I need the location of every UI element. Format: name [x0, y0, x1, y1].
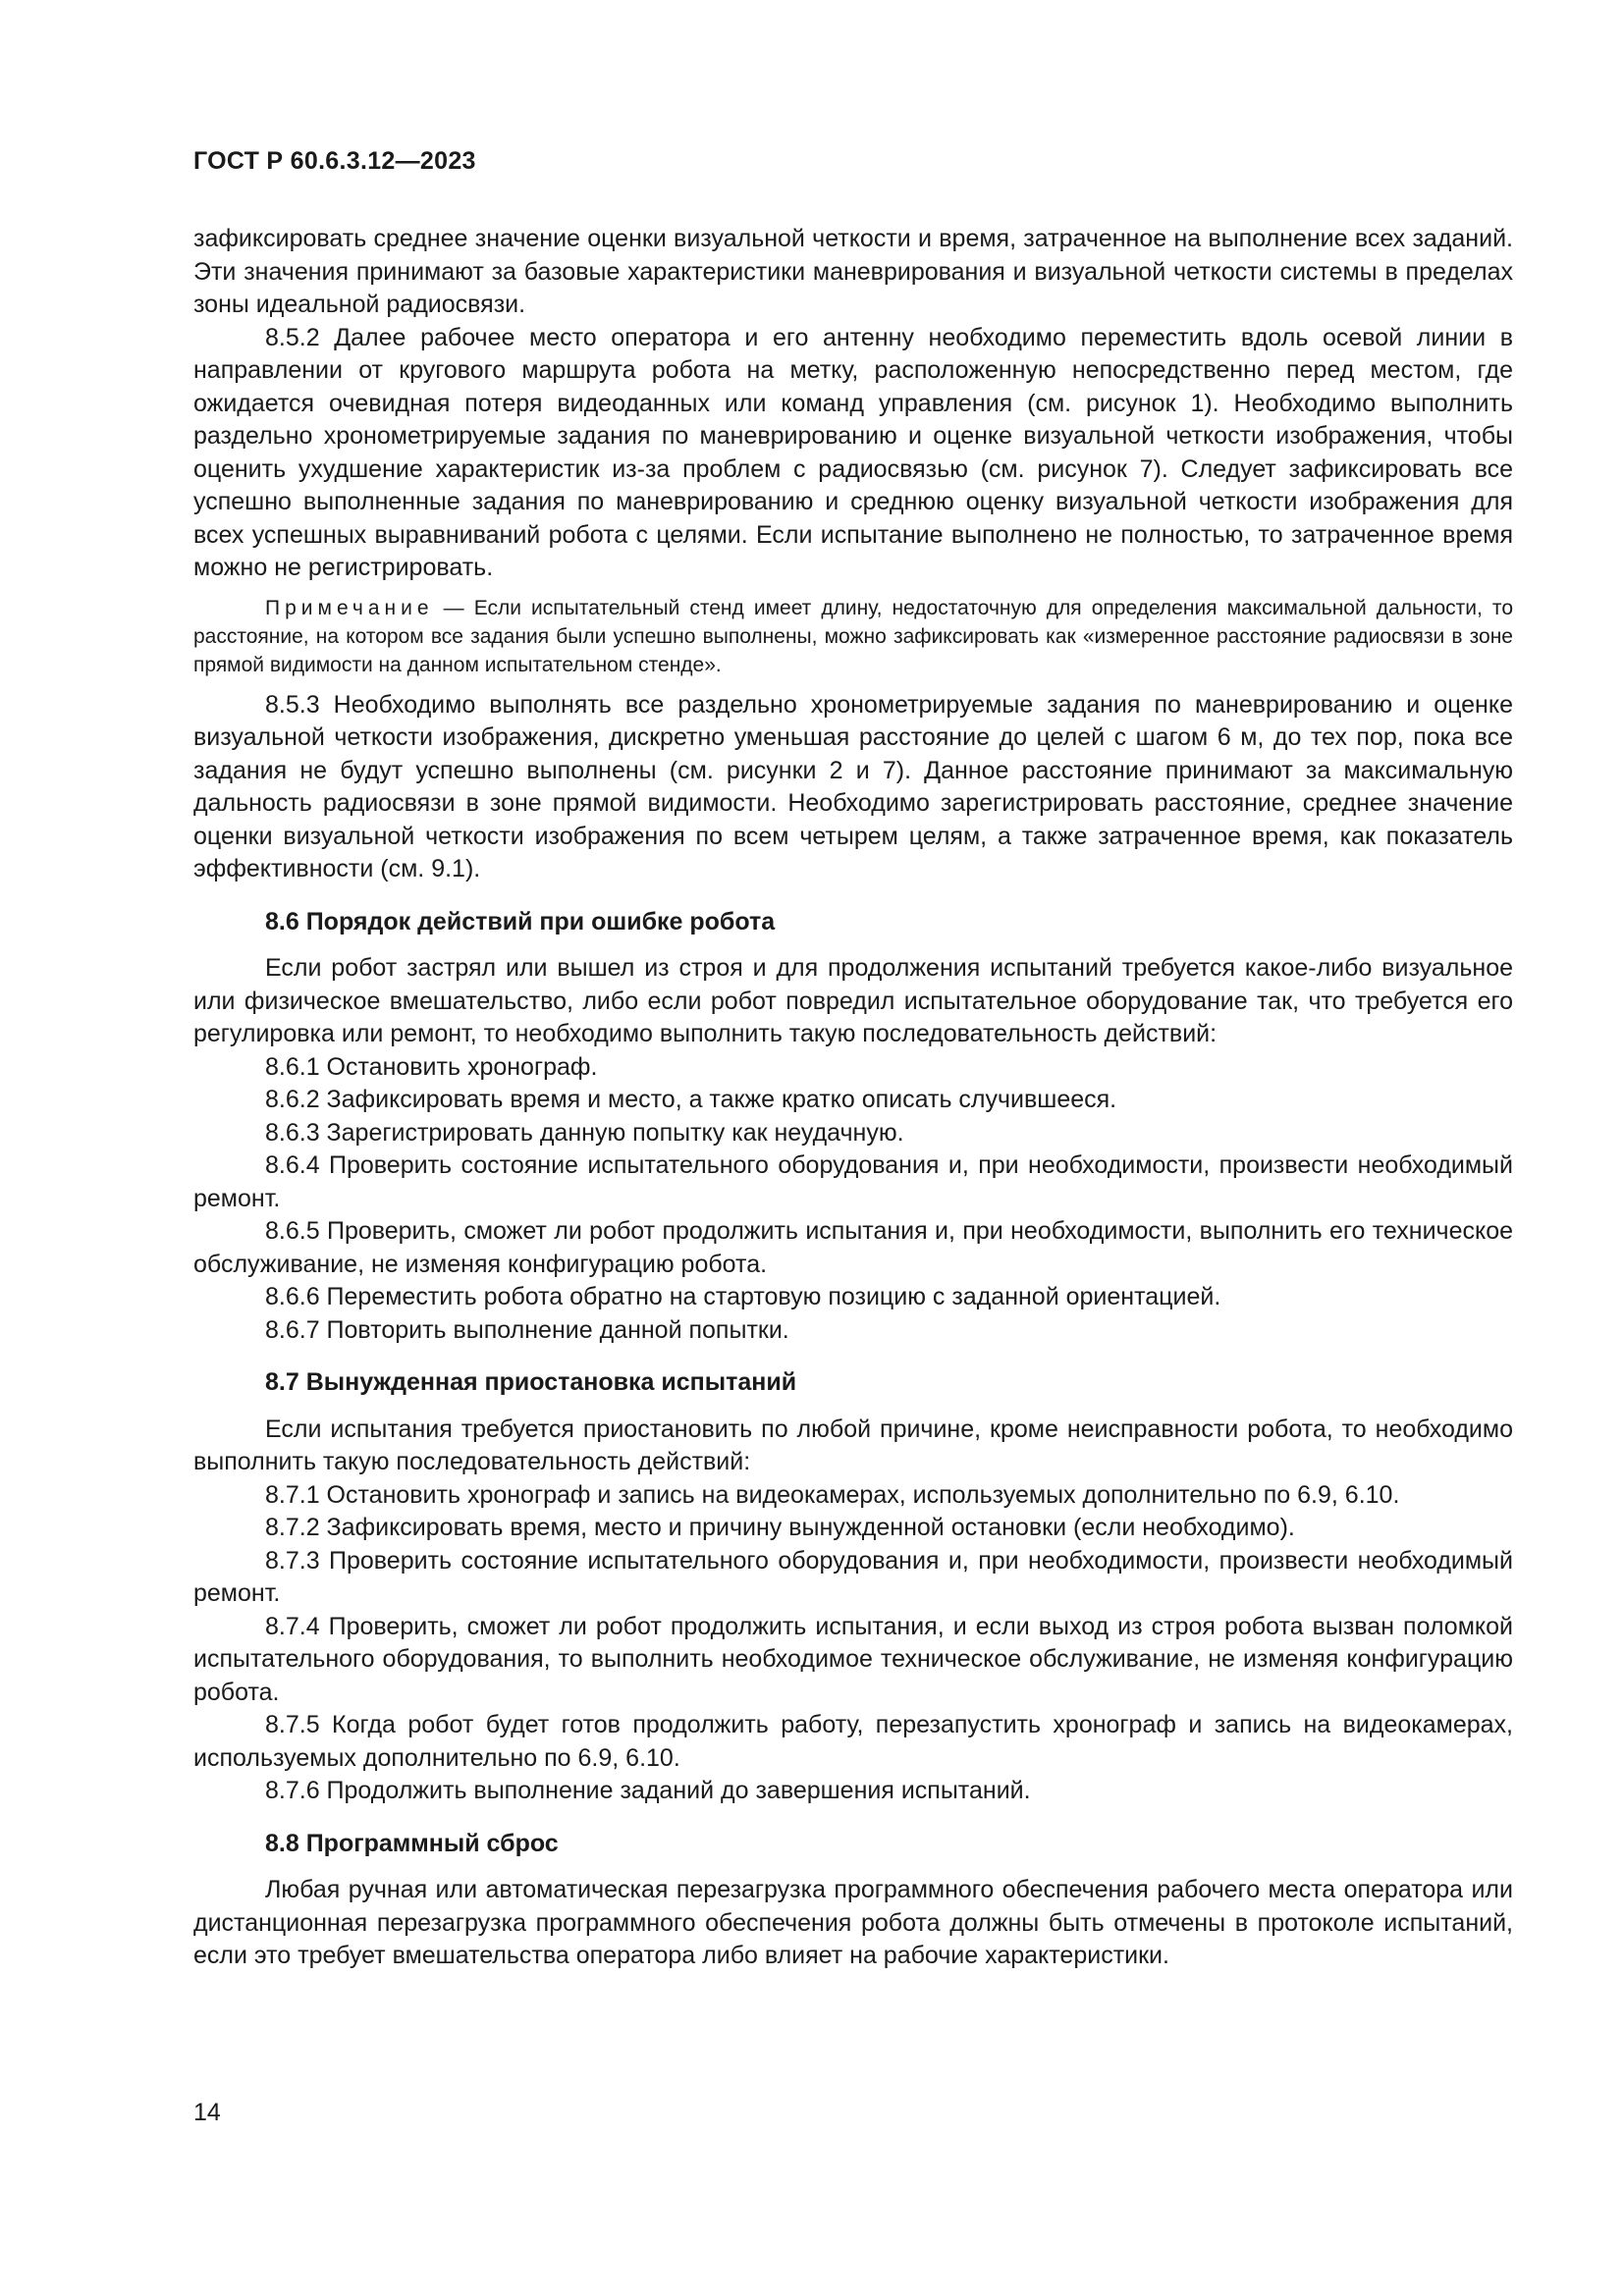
page-number: 14 — [193, 2099, 221, 2126]
paragraph-8-8: Любая ручная или автоматическая перезагрузка программного обеспечения рабочего места оператора или дистанционная перезагрузка программного обеспечения робота должны быть отмечены в протоколе испытаний, если это требует вмешательства оператора либо влияет на рабочие характеристики. — [193, 1876, 1513, 1969]
paragraph-8-7-intro: Если испытания требуется приостановить по любой причине, кроме неисправности робота, то необходимо выполнить такую последовательность действий: — [193, 1415, 1513, 1475]
list-item-8-6-2: 8.6.2 Зафиксировать время и место, а также кратко описать случившееся. — [265, 1086, 1117, 1113]
standard-number-header: ГОСТ Р 60.6.3.12—2023 — [193, 147, 476, 175]
list-item-8-7-4: 8.7.4 Проверить, сможет ли робот продолжить испытания, и если выход из строя робота вызван поломкой испытательного оборудования, то выполнить необходимое техническое обслуживание, не изменяя конфигурацию робота. — [193, 1612, 1513, 1706]
note-label: Примечание — [265, 596, 434, 619]
paragraph-continuation: зафиксировать среднее значение оценки визуальной четкости и время, затраченное на выполнение всех заданий. Эти значения принимают за базовые характеристики маневрирования и визуальной четкости системы в пределах зоны идеальной радиосвязи. — [193, 225, 1513, 318]
heading-8-8: 8.8 Программный сброс — [265, 1829, 559, 1857]
list-item-8-7-5: 8.7.5 Когда робот будет готов продолжить работу, перезапустить хронограф и запись на видеокамерах, используемых дополнительно по 6.9, 6.10. — [193, 1711, 1513, 1772]
heading-8-6: 8.6 Порядок действий при ошибке робота — [265, 907, 776, 935]
paragraph-8-6-intro: Если робот застрял или вышел из строя и для продолжения испытаний требуется какое-либо визуальное или физическое вмешательство, либо если робот повредил испытательное оборудование так, что требуется его регулировка или ремонт, то необходимо выполнить такую последовательность действий: — [193, 954, 1513, 1047]
note-text: — Если испытательный стенд имеет длину, недостаточную для определения максимальной дальности, то расстояние, на котором все задания были успешно выполнены, можно зафиксировать как «измеренное расстояние радиосвязи в зоне прямой видимости на данном испытательном стенде». — [193, 596, 1513, 676]
list-item-8-6-6: 8.6.6 Переместить робота обратно на стартовую позицию с заданной ориентацией. — [265, 1283, 1221, 1310]
list-item-8-6-7: 8.6.7 Повторить выполнение данной попытки. — [265, 1315, 789, 1344]
paragraph-8-5-3: 8.5.3 Необходимо выполнять все раздельно хронометрируемые задания по маневрированию и оценке визуальной четкости изображения, дискретно уменьшая расстояние до целей с шагом 6 м, до тех пор, пока все задания не будут успешно выполнены (см. рисунки 2 и 7). Данное расстояние принимают за максимальную дальность радиосвязи в зоне прямой видимости. Необходимо зарегистрировать расстояние, среднее значение оценки визуальной четкости изображения по всем четырем целям, а также затраченное время, как показатель эффективности (см. 9.1). — [193, 690, 1513, 882]
paragraph-8-5-2: 8.5.2 Далее рабочее место оператора и его антенну необходимо переместить вдоль осевой линии в направлении от кругового маршрута робота на метку, расположенную непосредственно перед местом, где ожидается очевидная потеря видеоданных или команд управления (см. рисунок 1). Необходимо выполнить раздельно хронометрируемые задания по маневрированию и оценке визуальной четкости изображения, чтобы оценить ухудшение характеристик из-за проблем с радиосвязью (см. рисунок 7). Следует зафиксировать все успешно выполненные задания по маневрированию и среднюю оценку визуальной четкости изображения для всех успешных выравниваний робота с целями. Если испытание выполнено не полностью, то затраченное время можно не регистрировать. — [193, 323, 1513, 581]
document-body — [193, 223, 1513, 1973]
list-item-8-6-5: 8.6.5 Проверить, сможет ли робот продолжить испытания и, при необходимости, выполнить его техническое обслуживание, не изменяя конфигурацию робота. — [193, 1217, 1513, 1278]
list-item-8-7-1: 8.7.1 Остановить хронограф и запись на видеокамерах, используемых дополнительно по 6.9, 6.10. — [265, 1480, 1400, 1509]
list-item-8-7-2: 8.7.2 Зафиксировать время, место и причину вынужденной остановки (если необходимо). — [265, 1514, 1295, 1541]
note-block — [193, 594, 1513, 679]
list-item-8-6-1: 8.6.1 Остановить хронограф. — [265, 1052, 598, 1081]
list-item-8-6-3: 8.6.3 Зарегистрировать данную попытку как неудачную. — [265, 1118, 904, 1147]
heading-8-7: 8.7 Вынужденная приостановка испытаний — [265, 1368, 797, 1396]
list-item-8-7-6: 8.7.6 Продолжить выполнение заданий до завершения испытаний. — [265, 1777, 1031, 1804]
list-item-8-6-4: 8.6.4 Проверить состояние испытательного оборудования и, при необходимости, произвести необходимый ремонт. — [193, 1151, 1513, 1212]
list-item-8-7-3: 8.7.3 Проверить состояние испытательного оборудования и, при необходимости, произвести необходимый ремонт. — [193, 1546, 1513, 1607]
